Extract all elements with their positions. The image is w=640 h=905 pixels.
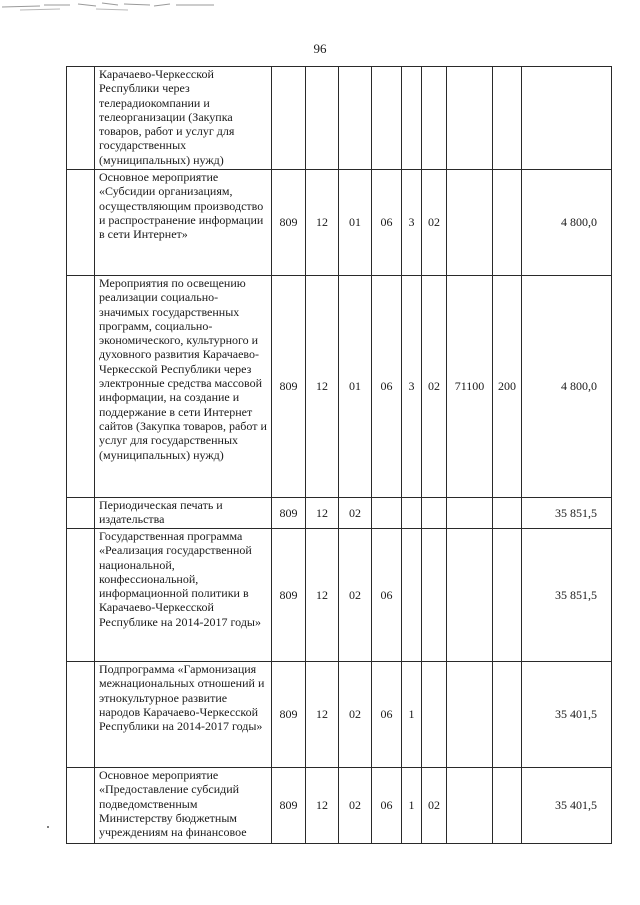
- ministry-code: [272, 67, 306, 170]
- direction-code: 71100: [447, 276, 493, 498]
- section-code: 12: [306, 170, 339, 276]
- program-code: 06: [372, 768, 402, 844]
- row-number-cell: [67, 768, 95, 844]
- direction-code: [447, 498, 493, 529]
- subprogram-code: 1: [402, 768, 422, 844]
- event-code: [422, 662, 447, 768]
- event-code: [422, 67, 447, 170]
- section-code: 12: [306, 768, 339, 844]
- amount: 35 401,5: [522, 768, 612, 844]
- ministry-code: 809: [272, 529, 306, 662]
- budget-table: [66, 66, 612, 844]
- program-code: 06: [372, 662, 402, 768]
- section-code: 12: [306, 498, 339, 529]
- row-number-cell: [67, 662, 95, 768]
- program-code: 06: [372, 529, 402, 662]
- amount: 4 800,0: [522, 170, 612, 276]
- expense-type-code: [493, 662, 522, 768]
- expense-name: Государственная программа «Реализация государственной национальной, конфессиональной, информационной политики в Карачаево-Черкесской Республике на 2014-2017 годы»: [95, 529, 272, 662]
- expense-name: Мероприятия по освещению реализации социально-значимых государственных программ, социально-экономического, культурного и духовного развития Карачаево-Черкесской Республики через электронные средства массовой информации, на создание и поддержание в сети Интернет сайтов (Закупка товаров, работ и услуг для государственных (муниципальных) нужд): [95, 276, 272, 498]
- expense-name: Карачаево-Черкесской Республики через телерадиокомпании и телеорганизации (Закупка товаров, работ и услуг для государственных (муниципальных) нужд): [95, 67, 272, 170]
- subsection-code: 02: [339, 529, 372, 662]
- table-row: [67, 529, 612, 662]
- program-code: [372, 67, 402, 170]
- subprogram-code: [402, 498, 422, 529]
- ministry-code: 809: [272, 276, 306, 498]
- direction-code: [447, 170, 493, 276]
- row-number-cell: [67, 498, 95, 529]
- expense-name: Подпрограмма «Гармонизация межнациональных отношений и этнокультурное развитие народов Карачаево-Черкесской Республики на 2014-2017 годы»: [95, 662, 272, 768]
- table-row: [67, 662, 612, 768]
- ministry-code: 809: [272, 768, 306, 844]
- expense-name: Периодическая печать и издательства: [95, 498, 272, 529]
- expense-type-code: 200: [493, 276, 522, 498]
- direction-code: [447, 67, 493, 170]
- section-code: 12: [306, 276, 339, 498]
- ministry-code: 809: [272, 170, 306, 276]
- ministry-code: 809: [272, 662, 306, 768]
- direction-code: [447, 529, 493, 662]
- subsection-code: [339, 67, 372, 170]
- subsection-code: 01: [339, 276, 372, 498]
- row-number-cell: [67, 276, 95, 498]
- program-code: [372, 498, 402, 529]
- amount: 35 851,5: [522, 529, 612, 662]
- section-code: 12: [306, 529, 339, 662]
- subsection-code: 02: [339, 768, 372, 844]
- subprogram-code: 3: [402, 170, 422, 276]
- subprogram-code: [402, 529, 422, 662]
- section-code: 12: [306, 662, 339, 768]
- event-code: [422, 498, 447, 529]
- subsection-code: 02: [339, 498, 372, 529]
- page-number: 96: [313, 41, 327, 56]
- section-code: [306, 67, 339, 170]
- expense-type-code: [493, 768, 522, 844]
- subprogram-code: 3: [402, 276, 422, 498]
- program-code: 06: [372, 276, 402, 498]
- subprogram-code: 1: [402, 662, 422, 768]
- event-code: [422, 529, 447, 662]
- expense-type-code: [493, 170, 522, 276]
- table-row: [67, 170, 612, 276]
- table-row: [67, 67, 612, 170]
- table-row: [67, 498, 612, 529]
- amount: 4 800,0: [522, 276, 612, 498]
- expense-type-code: [493, 67, 522, 170]
- expense-type-code: [493, 529, 522, 662]
- row-number-cell: [67, 529, 95, 662]
- subsection-code: 02: [339, 662, 372, 768]
- table-row: [67, 276, 612, 498]
- scan-header-artifact: [0, 0, 230, 14]
- scan-speck: [47, 826, 49, 828]
- expense-name: Основное мероприятие «Субсидии организациям, осуществляющим производство и распространение информации в сети Интернет»: [95, 170, 272, 276]
- subsection-code: 01: [339, 170, 372, 276]
- event-code: 02: [422, 276, 447, 498]
- amount: 35 851,5: [522, 498, 612, 529]
- direction-code: [447, 768, 493, 844]
- table-row: [67, 768, 612, 844]
- row-number-cell: [67, 67, 95, 170]
- subprogram-code: [402, 67, 422, 170]
- event-code: 02: [422, 768, 447, 844]
- ministry-code: 809: [272, 498, 306, 529]
- direction-code: [447, 662, 493, 768]
- amount: [522, 67, 612, 170]
- event-code: 02: [422, 170, 447, 276]
- amount: 35 401,5: [522, 662, 612, 768]
- row-number-cell: [67, 170, 95, 276]
- program-code: 06: [372, 170, 402, 276]
- expense-name: Основное мероприятие «Предоставление субсидий подведомственным Министерству бюджетным учреждениям на финансовое: [95, 768, 272, 844]
- expense-type-code: [493, 498, 522, 529]
